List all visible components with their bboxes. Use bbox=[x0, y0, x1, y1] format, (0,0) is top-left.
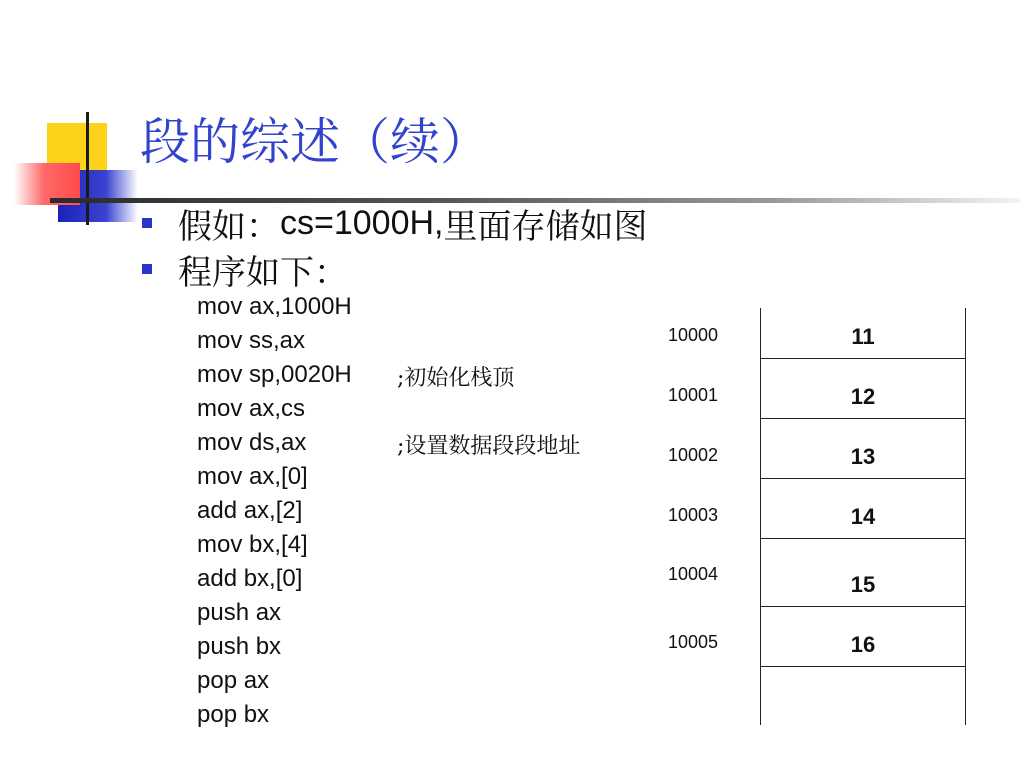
memory-cell-divider bbox=[761, 478, 965, 479]
memory-address: 10000 bbox=[668, 325, 719, 345]
code-line: mov ss,ax bbox=[197, 327, 306, 354]
bullet-item-assumption bbox=[140, 200, 648, 246]
memory-cell-divider bbox=[761, 606, 965, 607]
code-comment-stack-top: ;初始化栈顶 bbox=[397, 366, 515, 391]
memory-value: 11 bbox=[851, 324, 875, 349]
slide-title: 段的综述（续） bbox=[140, 113, 490, 171]
memory-address: 10003 bbox=[668, 505, 719, 525]
memory-cell-divider bbox=[761, 418, 965, 419]
code-line: mov ax,[0] bbox=[197, 463, 308, 490]
code-line: add ax,[2] bbox=[197, 497, 303, 524]
code-line: mov ax,cs bbox=[197, 395, 306, 422]
code-line: mov sp,0020H bbox=[197, 361, 352, 388]
code-line: push ax bbox=[197, 599, 282, 626]
bullet-list bbox=[140, 200, 648, 292]
memory-value: 16 bbox=[850, 632, 876, 657]
memory-address: 10005 bbox=[668, 632, 719, 652]
code-line: push bx bbox=[197, 633, 282, 660]
code-line: pop bx bbox=[197, 701, 270, 728]
memory-cell-divider bbox=[761, 358, 965, 359]
square-bullet-icon bbox=[142, 264, 152, 274]
assembly-code-listing bbox=[197, 290, 352, 732]
code-line: mov ax,1000H bbox=[197, 293, 352, 320]
code-line: mov bx,[4] bbox=[197, 531, 308, 558]
memory-value: 13 bbox=[850, 444, 876, 469]
bullet-item-program bbox=[140, 246, 648, 292]
memory-address: 10004 bbox=[668, 564, 719, 584]
bullet-suffix: 里面存储如图 bbox=[443, 206, 648, 247]
memory-cell-divider bbox=[761, 666, 965, 667]
bullet-prefix: 程序如下： bbox=[178, 252, 348, 293]
code-line: mov ds,ax bbox=[197, 429, 307, 456]
memory-table bbox=[760, 308, 966, 725]
code-comment-data-segment: ;设置数据段段地址 bbox=[397, 434, 581, 459]
bullet-prefix: 假如： bbox=[178, 206, 280, 247]
memory-value: 12 bbox=[850, 384, 876, 409]
bullet-emph: cs=1000H, bbox=[280, 203, 444, 242]
code-line: add bx,[0] bbox=[197, 565, 303, 592]
vertical-rule-decoration bbox=[86, 112, 89, 225]
code-line: pop ax bbox=[197, 667, 270, 694]
memory-value: 15 bbox=[850, 572, 876, 597]
square-bullet-icon bbox=[142, 218, 152, 228]
memory-cell-divider bbox=[761, 538, 965, 539]
memory-address: 10002 bbox=[668, 445, 719, 465]
memory-value: 14 bbox=[850, 504, 876, 529]
memory-address: 10001 bbox=[668, 385, 719, 405]
